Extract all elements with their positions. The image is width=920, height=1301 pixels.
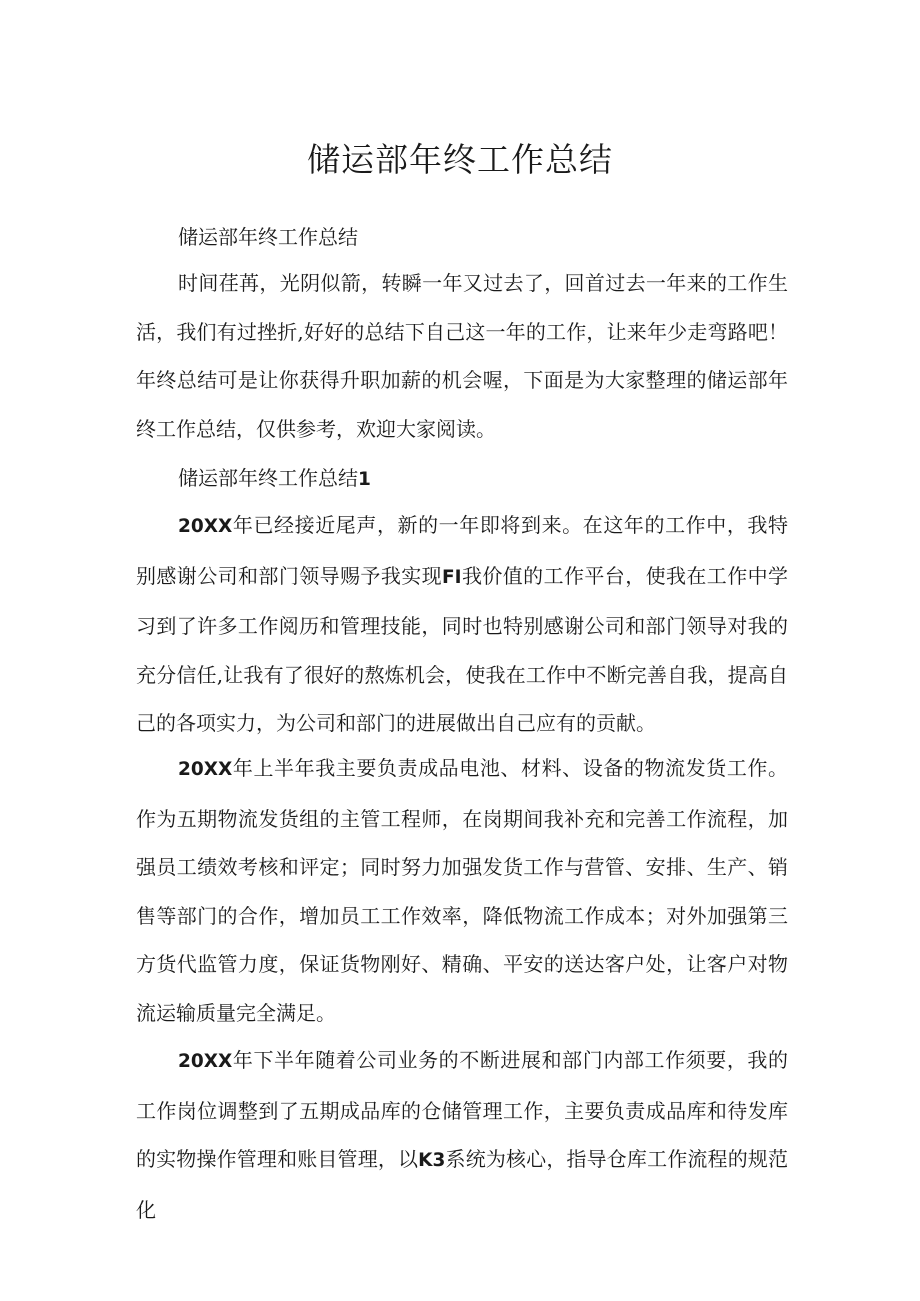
section-heading-number: 1 bbox=[358, 469, 371, 490]
document-title: 储运部年终工作总结 bbox=[307, 140, 613, 179]
paragraph-3 bbox=[136, 1036, 788, 1234]
intro-paragraph: 时间荏苒，光阴似箭，转瞬一年又过去了，回首过去一年来的工作生活，我们有过挫折,好好的总结下自己这一年的工作，让来年少走弯路吧！年终总结可是让你获得升职加薪的机会喔，下面是为大家整理的储运部年终工作总结，仅供参考，欢迎大家阅读。 bbox=[136, 271, 788, 441]
paragraph-3-text-b: 系统为核心，指导仓库工作流程的规范化 bbox=[136, 1147, 789, 1222]
section-heading bbox=[178, 463, 371, 495]
document-subtitle: 储运部年终工作总结 bbox=[178, 225, 358, 249]
paragraph-1-text-a: 年已经接近尾声，新的一年即将到来。在这年的工作中，我特别感谢公司和部门领导赐予我实现 bbox=[136, 513, 788, 588]
paragraph-2-text: 年上半年我主要负责成品电池、材料、设备的物流发货工作。作为五期物流发货组的主管工程师，在岗期间我补充和完善工作流程，加强员工绩效考核和评定；同时努力加强发货工作与营管、安排、生产、销售等部门的合作，增加员工工作效率，降低物流工作成本；对外加强第三方货代监管力度，保证货物刚好、精确、平安的送达客户处，让客户对物流运输质量完全满足。 bbox=[136, 756, 788, 1025]
paragraph-3-text-a: 年下半年随着公司业务的不断进展和部门内部工作须要，我的工作岗位调整到了五期成品库的仓储管理工作，主要负责成品库和待发库的实物操作管理和账目管理，以 bbox=[136, 1048, 788, 1172]
paragraph-3-k3: K3 bbox=[418, 1150, 446, 1172]
paragraph-1-year: 20XX bbox=[178, 516, 233, 537]
paragraph-1-text-b: 我价值的工作平台，使我在工作中学习到了许多工作阅历和管理技能，同时也特别感谢公司和部门领导对我的充分信任,让我有了很好的熬炼机会，使我在工作中不断完善自我，提高自己的各项实力，为公司和部门的进展做出自己应有的贡献。 bbox=[136, 563, 789, 736]
paragraph-2 bbox=[136, 744, 788, 1038]
paragraph-2-year: 20XX bbox=[178, 759, 233, 780]
paragraph-1-fi: FI bbox=[442, 566, 462, 588]
paragraph-1 bbox=[136, 501, 788, 748]
paragraph-3-year: 20XX bbox=[178, 1051, 233, 1072]
section-heading-text: 储运部年终工作总结 bbox=[178, 466, 358, 490]
